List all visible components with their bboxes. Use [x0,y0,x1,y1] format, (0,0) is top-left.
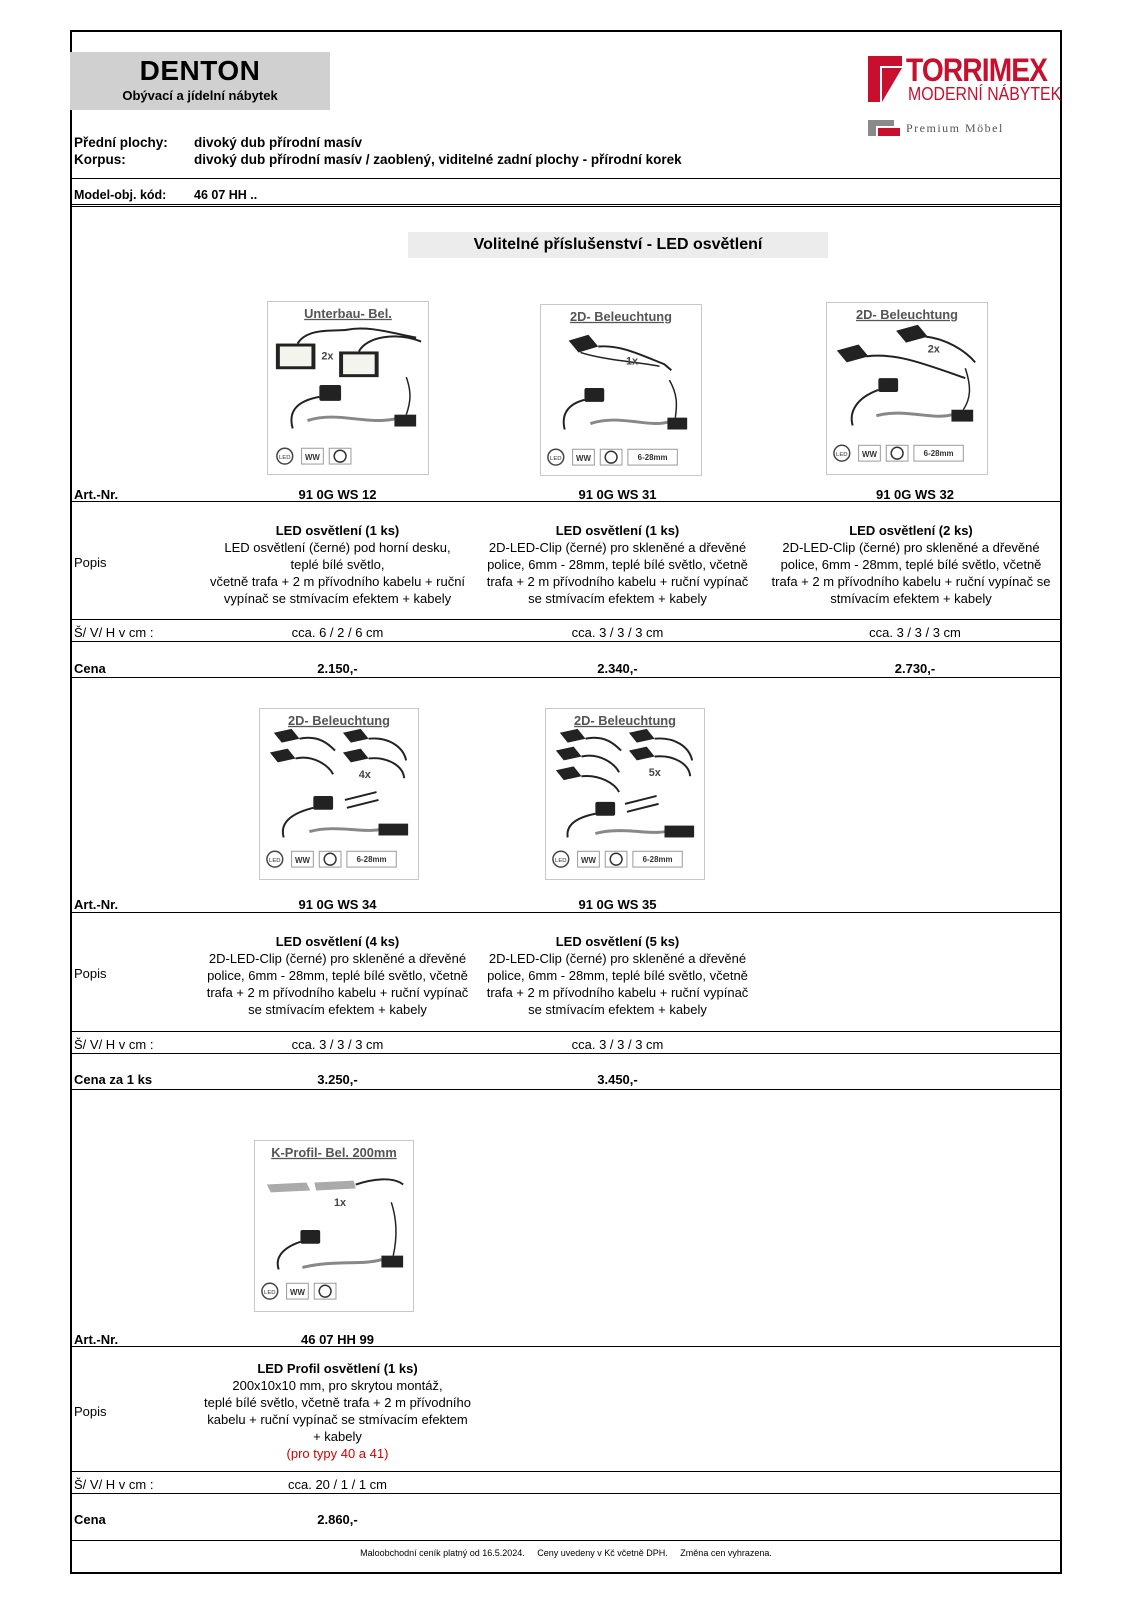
dimmer-icon [319,1285,331,1297]
svg-text:WW: WW [304,453,320,463]
led-clip-icon [270,729,369,763]
product-description: LED osvětlení (4 ks) 2D-LED-Clip (černé) pro skleněné a dřevěné police, 6mm - 28mm, teplé bílé světlo, včetně trafa + 2 m přívodního kabelu + ruční vypínač se stmívacím efektem + kabely [206,934,469,1017]
svg-text:6-28mm: 6-28mm [356,855,387,865]
svg-text:6-28mm: 6-28mm [642,855,673,865]
logo-name: TORRIMEX [906,52,1048,88]
product-description: LED osvětlení (5 ks) 2D-LED-Clip (černé) pro skleněné a dřevěné police, 6mm - 28mm, teplé bílé světlo, včetně trafa + 2 m přívodního kabelu + ruční vypínač se stmívacím efektem + kabely [486,934,749,1017]
svg-text:WW: WW [581,856,596,866]
premium-text: Premium Möbel [906,121,1004,135]
divider [70,178,1062,179]
premium-mark-icon [868,120,900,136]
front-value: divoký dub přírodní masív [194,135,363,150]
price-label: Cena [74,661,106,676]
svg-text:LED: LED [555,858,567,865]
svg-text:1x: 1x [625,355,639,368]
svg-text:5x: 5x [648,767,661,780]
divider [70,1471,1062,1472]
square-light-icon [276,344,316,370]
price-label: Cena za 1 ks [74,1072,153,1087]
svg-text:LED: LED [836,452,848,459]
torrimex-mark-icon [868,56,902,102]
divider [70,677,1062,678]
power-adapter-icon [291,385,341,428]
art-number: 91 0G WS 32 [875,487,955,502]
art-label: Art.-Nr. [74,487,119,502]
product-description: LED osvětlení (2 ks) 2D-LED-Clip (černé) pro skleněné a dřevěné police, 6mm - 28mm, teplé bílé světlo, včetně trafa + 2 m přívodního kabelu + ruční vypínač se stmívacím efektem + kabely [771,523,1051,606]
divider [70,1031,1062,1032]
svg-text:2x: 2x [927,343,940,356]
price-value: 3.450,- [597,1072,638,1087]
price-value: 2.860,- [317,1512,358,1527]
divider [70,204,1062,207]
model-title-box [70,52,330,110]
square-light-icon [339,351,379,377]
art-number: 91 0G WS 12 [298,487,377,502]
led-clip-icon [556,729,655,780]
svg-text:6-28mm: 6-28mm [923,449,954,459]
dims-label: Š/ V/ H v cm : [74,1477,154,1492]
image-title: Unterbau- Bel. [304,305,392,321]
body-label: Korpus: [74,152,126,167]
led-clip-icon [837,345,869,363]
popis-label: Popis [74,966,107,981]
svg-text:4x: 4x [358,769,371,782]
led-clip-icon [896,325,928,343]
svg-text:2D- Beleuchtung: 2D- Beleuchtung [856,306,958,322]
svg-text:LED: LED [279,455,291,462]
price-value: 2.340,- [597,661,638,676]
quantity-label: 2x [321,350,334,363]
front-label: Přední plochy: [74,135,168,150]
svg-text:2D- Beleuchtung: 2D- Beleuchtung [288,712,390,728]
art-number: 91 0G WS 31 [578,487,657,502]
divider [70,1053,1062,1054]
svg-text:K-Profil- Bel. 200mm: K-Profil- Bel. 200mm [271,1144,397,1160]
product-description: LED Profil osvětlení (1 ks) 200x10x10 mm, pro skrytou montáž, teplé bílé světlo, včetně trafa + 2 m přívodního kabelu + ruční vypínač se stmívacím efektem + kabely (pro typy 40 a 41) [200,1360,475,1462]
svg-text:WW: WW [290,1288,305,1298]
section-title: Volitelné příslušenství - LED osvětlení [408,232,828,258]
divider [70,1493,1062,1494]
dims-value: cca. 3 / 3 / 3 cm [291,1037,384,1052]
dimmer-icon [334,450,346,462]
power-adapter-icon [564,388,605,429]
premium-badge [868,118,1058,138]
dimmer-icon [605,451,617,463]
product-image-ws12 [267,301,429,475]
dimmer-icon [610,853,622,865]
popis-label: Popis [74,1404,107,1419]
product-image-ws34 [259,708,419,880]
svg-text:2D- Beleuchtung: 2D- Beleuchtung [574,712,676,728]
dims-value: cca. 6 / 2 / 6 cm [291,625,384,640]
art-number: 91 0G WS 34 [298,897,377,912]
art-number: 46 07 HH 99 [301,1332,374,1347]
product-image-ws32 [826,302,988,475]
product-image-ws31 [540,304,702,476]
dims-value: cca. 3 / 3 / 3 cm [869,625,961,640]
product-image-hh99 [254,1140,414,1312]
art-number: 91 0G WS 35 [578,897,657,912]
price-value: 3.250,- [317,1072,358,1087]
product-description: LED osvětlení (1 ks) 2D-LED-Clip (černé) pro skleněné a dřevěné police, 6mm - 28mm, teplé bílé světlo, včetně trafa + 2 m přívodního kabelu + ruční vypínač se stmívacím efektem + kabely [486,523,749,606]
svg-text:1x: 1x [334,1197,347,1210]
svg-text:WW: WW [576,454,591,464]
led-clip-icon [569,335,599,353]
type-note: (pro typy 40 a 41) [286,1446,389,1461]
price-value: 2.150,- [317,661,358,676]
popis-label: Popis [74,555,107,570]
divider [70,641,1062,642]
svg-text:WW: WW [295,856,310,866]
dims-label: Š/ V/ H v cm : [74,625,154,640]
power-adapter-icon [278,1230,320,1270]
model-subtitle: Obývací a jídelní nábytek [122,88,278,103]
power-adapter-icon [283,796,333,837]
code-value: 46 07 HH .. [194,188,258,202]
dims-label: Š/ V/ H v cm : [74,1037,154,1052]
svg-text:2D- Beleuchtung: 2D- Beleuchtung [570,308,672,324]
art-label: Art.-Nr. [74,897,119,912]
dimmer-icon [324,853,336,865]
divider [70,1089,1062,1090]
divider [70,912,1062,913]
svg-text:LED: LED [264,1290,276,1297]
led-profile-icon [267,1181,356,1193]
dims-value: cca. 3 / 3 / 3 cm [571,1037,664,1052]
svg-text:LED: LED [550,456,562,463]
footer-note: Maloobchodní ceník platný od 16.5.2024. Ceny uvedeny v Kč včetně DPH. Změna cen vyhrazena. [360,1548,772,1558]
dims-value: cca. 20 / 1 / 1 cm [288,1477,387,1492]
product-image-ws35 [545,708,705,880]
price-value: 2.730,- [894,661,936,676]
svg-text:LED: LED [269,858,281,865]
divider [70,619,1062,620]
svg-text:6-28mm: 6-28mm [637,453,668,463]
body-value: divoký dub přírodní masív / zaoblený, viditelné zadní plochy - přírodní korek [194,152,682,167]
code-label: Model-obj. kód: [74,188,167,202]
model-title: DENTON [139,55,261,86]
dims-value: cca. 3 / 3 / 3 cm [571,625,664,640]
svg-text:WW: WW [862,450,877,460]
torrimex-logo [868,52,1062,142]
price-label: Cena [74,1512,106,1527]
logo-subtitle: MODERNÍ NÁBYTEK [908,84,1062,104]
power-adapter-icon [852,378,898,425]
product-description: LED osvětlení (1 ks) LED osvětlení (černé) pod horní desku, teplé bílé světlo, včetně trafa + 2 m přívodního kabelu + ruční vypínač se stmívacím efektem + kabely [209,523,466,606]
dimmer-icon [891,447,903,459]
art-label: Art.-Nr. [74,1332,119,1347]
divider [70,1540,1062,1541]
